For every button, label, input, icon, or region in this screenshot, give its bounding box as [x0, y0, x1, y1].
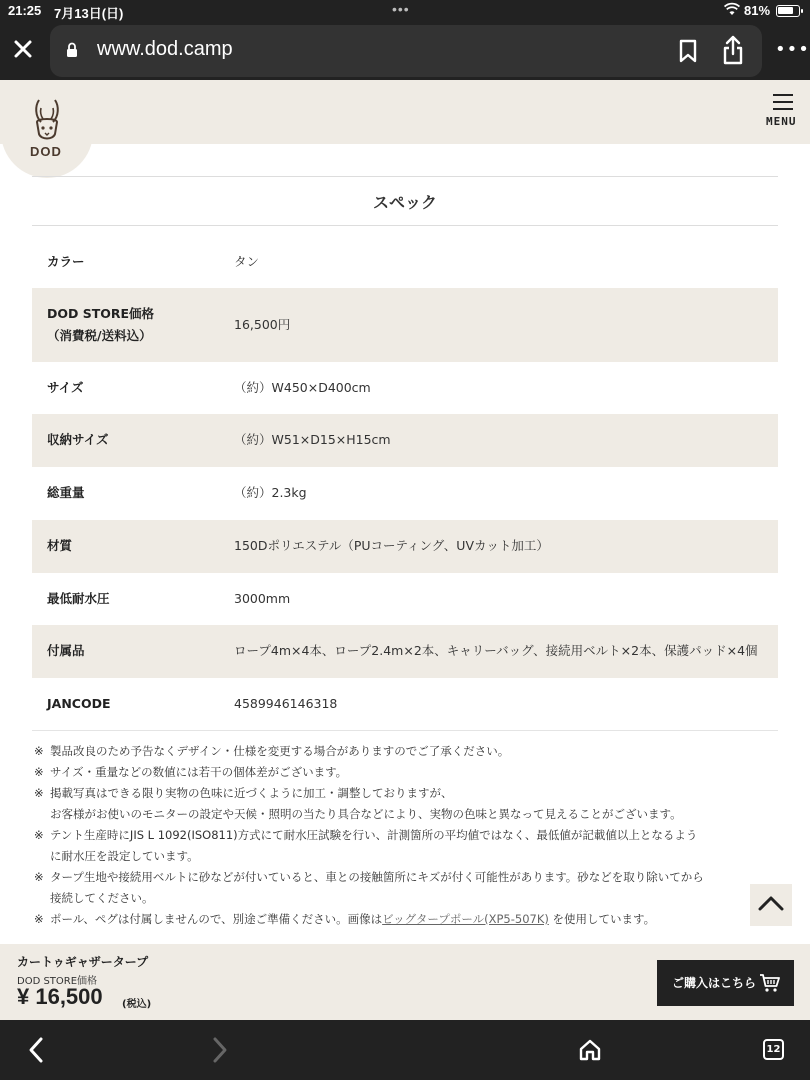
- product-name: カートゥギャザータープ: [17, 955, 149, 969]
- note-item: [34, 867, 774, 909]
- spec-row-accessories: [32, 625, 778, 678]
- site-logo[interactable]: [1, 80, 93, 178]
- purchase-button-label: ご購入はこちら: [672, 976, 757, 990]
- note-mark: ※: [34, 786, 44, 800]
- spec-key: 最低耐水圧: [47, 591, 110, 606]
- note-text: テント生産時にJIS L 1092(ISO811)方式にて耐水圧試験を行い、計測箇所の平均値ではなく、最低値が記載値以上となるよう: [50, 828, 698, 842]
- tax-note: (税込): [122, 999, 152, 1010]
- spec-key-sub: （消費税/送料込）: [47, 328, 152, 343]
- more-icon[interactable]: •••: [775, 39, 810, 60]
- close-icon[interactable]: [12, 38, 34, 60]
- spec-value: タン: [234, 254, 260, 269]
- share-icon[interactable]: [722, 35, 744, 69]
- purchase-button[interactable]: [657, 960, 794, 1006]
- spec-key: DOD STORE価格: [47, 306, 155, 321]
- status-bar: [0, 0, 810, 22]
- note-mark: ※: [34, 912, 44, 926]
- spec-value: 150Dポリエステル（PUコーティング、UVカット加工）: [234, 538, 549, 553]
- note-item: [34, 909, 774, 930]
- note-text: 掲載写真はできる限り実物の色味に近づくように加工・調整しておりますが、: [50, 786, 453, 800]
- menu-button[interactable]: [766, 94, 800, 134]
- note-text-after: を使用しています。: [552, 912, 656, 926]
- product-price: ¥ 16,500: [17, 984, 103, 1009]
- spec-title: スペック: [372, 193, 437, 212]
- note-text: お客様がお使いのモニターの設定や天候・照明の当たり具合などにより、実物の色味と異なって見えることがございます。: [50, 807, 682, 821]
- battery-percent: 81%: [744, 3, 771, 18]
- hamburger-icon-bar: [773, 108, 793, 110]
- hamburger-icon-bar: [773, 101, 793, 103]
- note-item: [34, 741, 774, 762]
- chevron-up-icon: [750, 884, 792, 926]
- note-item: [34, 825, 774, 867]
- note-text: サイズ・重量などの数値には若干の個体差がございます。: [50, 765, 348, 779]
- battery-icon: [776, 5, 800, 17]
- note-mark: ※: [34, 828, 44, 842]
- spec-key: 材質: [47, 538, 73, 553]
- lock-icon: [66, 42, 78, 62]
- spec-key: 総重量: [47, 485, 85, 500]
- note-text: 製品改良のため予告なくデザイン・仕様を変更する場合がありますのでご了承ください。: [50, 744, 510, 758]
- spec-row-price: [32, 288, 778, 362]
- spec-key: 付属品: [47, 643, 85, 658]
- spec-value: （約）W450×D400cm: [234, 380, 371, 395]
- logo-text[interactable]: DOD: [30, 144, 62, 159]
- spec-row-weight: [32, 467, 778, 520]
- spec-value: 4589946146318: [234, 696, 338, 711]
- divider: [32, 730, 778, 731]
- note-item: [34, 783, 774, 825]
- forward-icon[interactable]: [210, 1036, 230, 1068]
- divider: [32, 176, 778, 177]
- purchase-bar: [0, 944, 810, 1020]
- cart-icon: [759, 972, 781, 994]
- divider: [32, 225, 778, 226]
- note-text: タープ生地や接続用ベルトに砂などが付いていると、車との接触箇所にキズが付く可能性があります。砂などを取り除いてから: [50, 870, 704, 884]
- spec-value: （約）W51×D15×H15cm: [234, 432, 391, 447]
- back-icon[interactable]: [26, 1036, 46, 1068]
- note-item: [34, 762, 774, 783]
- spec-value: （約）2.3kg: [234, 485, 307, 500]
- spec-row-water-pressure: [32, 573, 778, 625]
- note-mark: ※: [34, 765, 44, 779]
- price-label: DOD STORE価格: [17, 976, 98, 987]
- hamburger-icon: [773, 94, 793, 96]
- note-mark: ※: [34, 744, 44, 758]
- rabbit-logo-icon: [23, 98, 71, 146]
- home-icon[interactable]: [578, 1038, 602, 1066]
- browser-bottom-toolbar: [0, 1020, 810, 1080]
- spec-row-size: [32, 362, 778, 414]
- spec-value: 16,500円: [234, 317, 291, 332]
- note-mark: ※: [34, 870, 44, 884]
- multitask-dots-icon[interactable]: •••: [392, 1, 410, 17]
- pole-product-link[interactable]: ビッグタープポール(XP5-507K): [382, 912, 549, 926]
- spec-row-jancode: [32, 678, 778, 730]
- scroll-top-button[interactable]: [750, 884, 792, 926]
- spec-key: JANCODE: [47, 696, 111, 711]
- note-text-before: ポール、ペグは付属しませんので、別途ご準備ください。画像は: [50, 912, 383, 926]
- url-text[interactable]: www.dod.camp: [97, 38, 233, 60]
- browser-toolbar: [0, 22, 810, 80]
- spec-key: 収納サイズ: [47, 432, 109, 447]
- spec-row-color: [32, 236, 778, 288]
- spec-key: カラー: [47, 254, 85, 269]
- bookmark-icon[interactable]: [678, 39, 698, 67]
- tabs-icon[interactable]: 12: [763, 1039, 784, 1060]
- spec-value: 3000mm: [234, 591, 291, 606]
- wifi-icon: [724, 2, 740, 19]
- note-text: [50, 909, 774, 930]
- status-date: 7月13日(日): [54, 6, 124, 21]
- spec-row-material: [32, 520, 778, 573]
- spec-row-storage-size: [32, 414, 778, 467]
- note-text: に耐水圧を設定しています。: [50, 849, 199, 863]
- site-header: [0, 80, 810, 144]
- menu-label: MENU: [766, 115, 797, 128]
- note-text: 接続してください。: [50, 891, 154, 905]
- notes-list: [34, 741, 774, 930]
- address-bar[interactable]: [50, 25, 762, 77]
- spec-key: サイズ: [47, 380, 84, 395]
- status-time: 21:25: [8, 3, 42, 18]
- spec-value: ロープ4m×4本、ロープ2.4m×2本、キャリーバッグ、接続用ベルト×2本、保護パッド×4個: [234, 643, 758, 658]
